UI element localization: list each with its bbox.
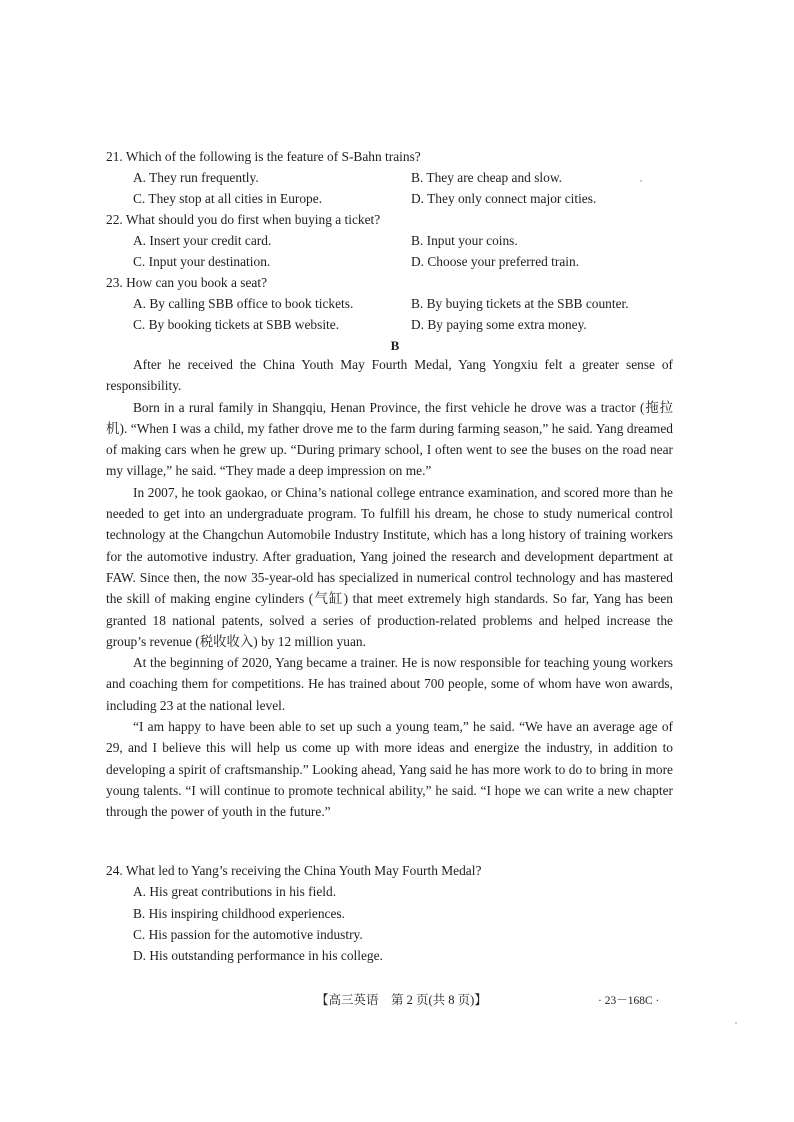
passage-paragraph-2: Born in a rural family in Shangqiu, Henan Province, the first vehicle he drove was a tractor (拖拉机). “When I was a child, my father drove me to the farm during farming season,” he said. Yang dreamed of making cars when he grew up. “During primary school, I often went to see the buses on the road near my village,” he said. “They made a deep impression on me.” (106, 399, 673, 479)
question-24 (106, 860, 673, 966)
question-21-stem: 21. Which of the following is the feature of S-Bahn trains? (106, 149, 421, 164)
scan-speck (735, 1022, 737, 1024)
scan-speck (640, 180, 642, 182)
question-22-option-c: C. Input your destination. (133, 254, 271, 269)
passage-paragraph-3: In 2007, he took gaokao, or China’s national college entrance examination, and scored more than he needed to get into an undergraduate program. To fulfill his dream, he chose to study numerical control technology at the Changchun Automobile Industry Institute, which has a long history of training workers for the automotive industry. After graduation, Yang joined the research and development department at FAW. Since then, the now 35-year-old has specialized in numerical control technology and has mastered the skill of making engine cylinders (气缸) that meet extremely high standards. So far, Yang has been granted 18 national patents, solved a series of production-related problems and helped increase the group’s revenue (税收收入) by 12 million yuan. (106, 484, 673, 649)
question-22-option-b: B. Input your coins. (411, 233, 518, 248)
section-b-label: B (390, 338, 400, 353)
reading-passage (106, 354, 673, 823)
question-23-option-d: D. By paying some extra money. (411, 317, 587, 332)
question-21-option-d: D. They only connect major cities. (411, 191, 597, 206)
passage-paragraph-4: At the beginning of 2020, Yang became a trainer. He is now responsible for teaching young workers and coaching them for competitions. He has trained about 700 people, some of whom have won awards, including 23 at the national level. (106, 655, 673, 713)
question-24-stem: 24. What led to Yang’s receiving the China Youth May Fourth Medal? (106, 863, 482, 878)
question-22-option-a: A. Insert your credit card. (133, 233, 272, 248)
passage-paragraph-5: “I am happy to have been able to set up such a young team,” he said. “We have an average age of 29, and I believe this will help us come up with more ideas and energize the industry, in addition to developing a spirit of craftsmanship.” Looking ahead, Yang said he has more work to do to bring in more young talents. “I will continue to promote technical ability,” he said. “I hope we can write a new chapter through the power of youth in the future.” (106, 719, 673, 820)
question-23-option-a: A. By calling SBB office to book tickets. (133, 296, 354, 311)
question-21-option-a: A. They run frequently. (133, 170, 259, 185)
question-24-option-d: D. His outstanding performance in his college. (133, 948, 383, 964)
question-21-option-b: B. They are cheap and slow. (411, 170, 562, 185)
question-22-stem: 22. What should you do first when buying a ticket? (106, 212, 381, 227)
question-23-stem: 23. How can you book a seat? (106, 275, 268, 290)
question-24-option-c: C. His passion for the automotive industry. (133, 926, 363, 942)
question-23-option-c: C. By booking tickets at SBB website. (133, 317, 340, 332)
exam-code: · 23－168C · (598, 995, 660, 1007)
question-24-option-a: A. His great contributions in his field. (133, 884, 337, 900)
question-23-option-b: B. By buying tickets at the SBB counter. (411, 296, 629, 311)
question-21-option-c: C. They stop at all cities in Europe. (133, 191, 323, 206)
page-footer-label: 【高三英语 第 2 页(共 8 页)】 (316, 993, 487, 1007)
question-24-option-b: B. His inspiring childhood experiences. (133, 905, 345, 921)
passage-paragraph-1: After he received the China Youth May Fourth Medal, Yang Yongxiu felt a greater sense of responsibility. (106, 357, 673, 394)
question-22-option-d: D. Choose your preferred train. (411, 254, 580, 269)
